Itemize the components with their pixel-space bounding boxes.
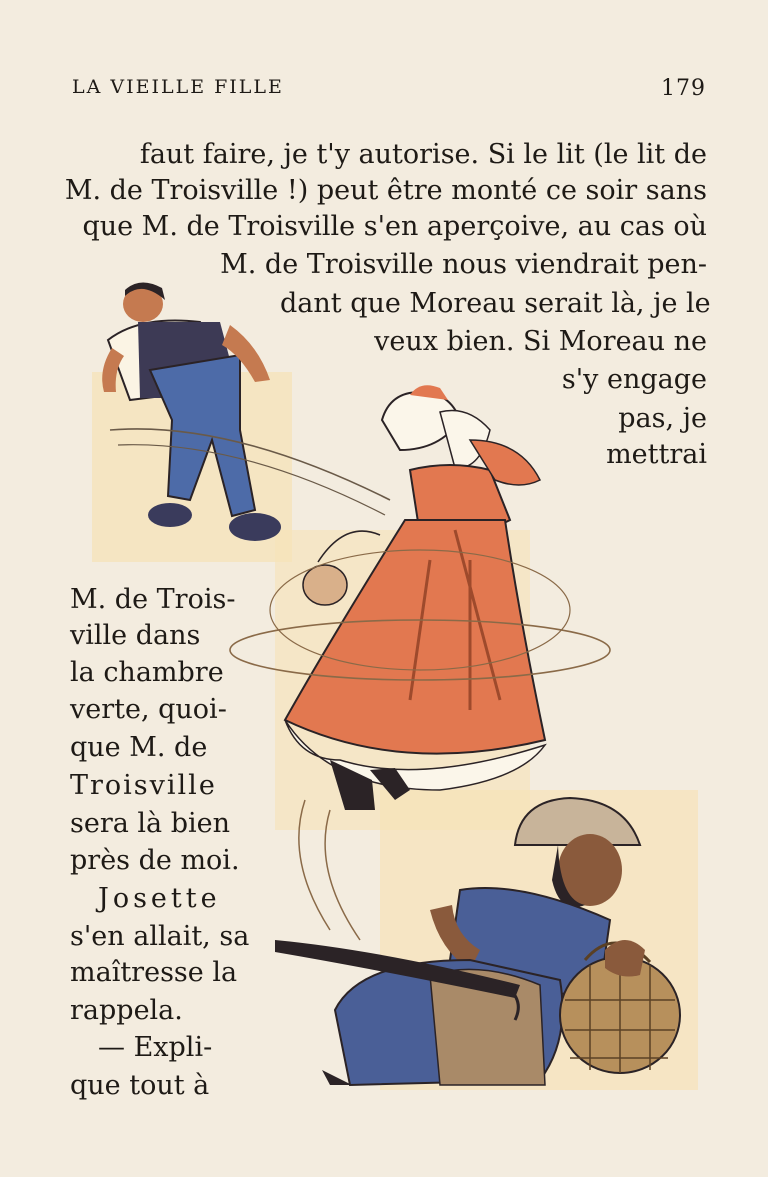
text-line: maîtresse la (70, 957, 238, 988)
text-line: — Expli- (98, 1032, 213, 1063)
page-number: 179 (661, 76, 706, 101)
text-line: M. de Trois- (70, 584, 236, 615)
text-line: que tout à (70, 1070, 210, 1101)
text-line: veux bien. Si Moreau ne (374, 326, 707, 357)
text-line: M. de Troisville nous viendrait pen- (220, 249, 707, 280)
text-line: M. de Troisville !) peut être monté ce soir sans (64, 175, 707, 206)
text-line: Josette (98, 883, 221, 914)
running-head: LA VIEILLE FILLE (72, 76, 284, 98)
text-line: pas, je (618, 403, 707, 434)
text-line: s'y engage (561, 364, 707, 395)
text-line: s'en allait, sa (70, 921, 250, 952)
text-line: près de moi. (70, 845, 240, 876)
text-line: verte, quoi- (70, 694, 227, 725)
text-line: sera là bien (70, 808, 231, 839)
text-line: Troisville (70, 770, 217, 801)
text-line: mettrai (606, 439, 707, 470)
text-line: dant que Moreau serait là, je le (280, 288, 711, 319)
text-line: que M. de (70, 732, 208, 763)
text-line: la chambre (70, 657, 224, 688)
text-line: que M. de Troisville s'en aperçoive, au cas où (82, 211, 707, 242)
text-line: rappela. (70, 995, 183, 1026)
text-line: ville dans (70, 620, 201, 651)
text-line: faut faire, je t'y autorise. Si le lit (le lit de (139, 139, 707, 170)
